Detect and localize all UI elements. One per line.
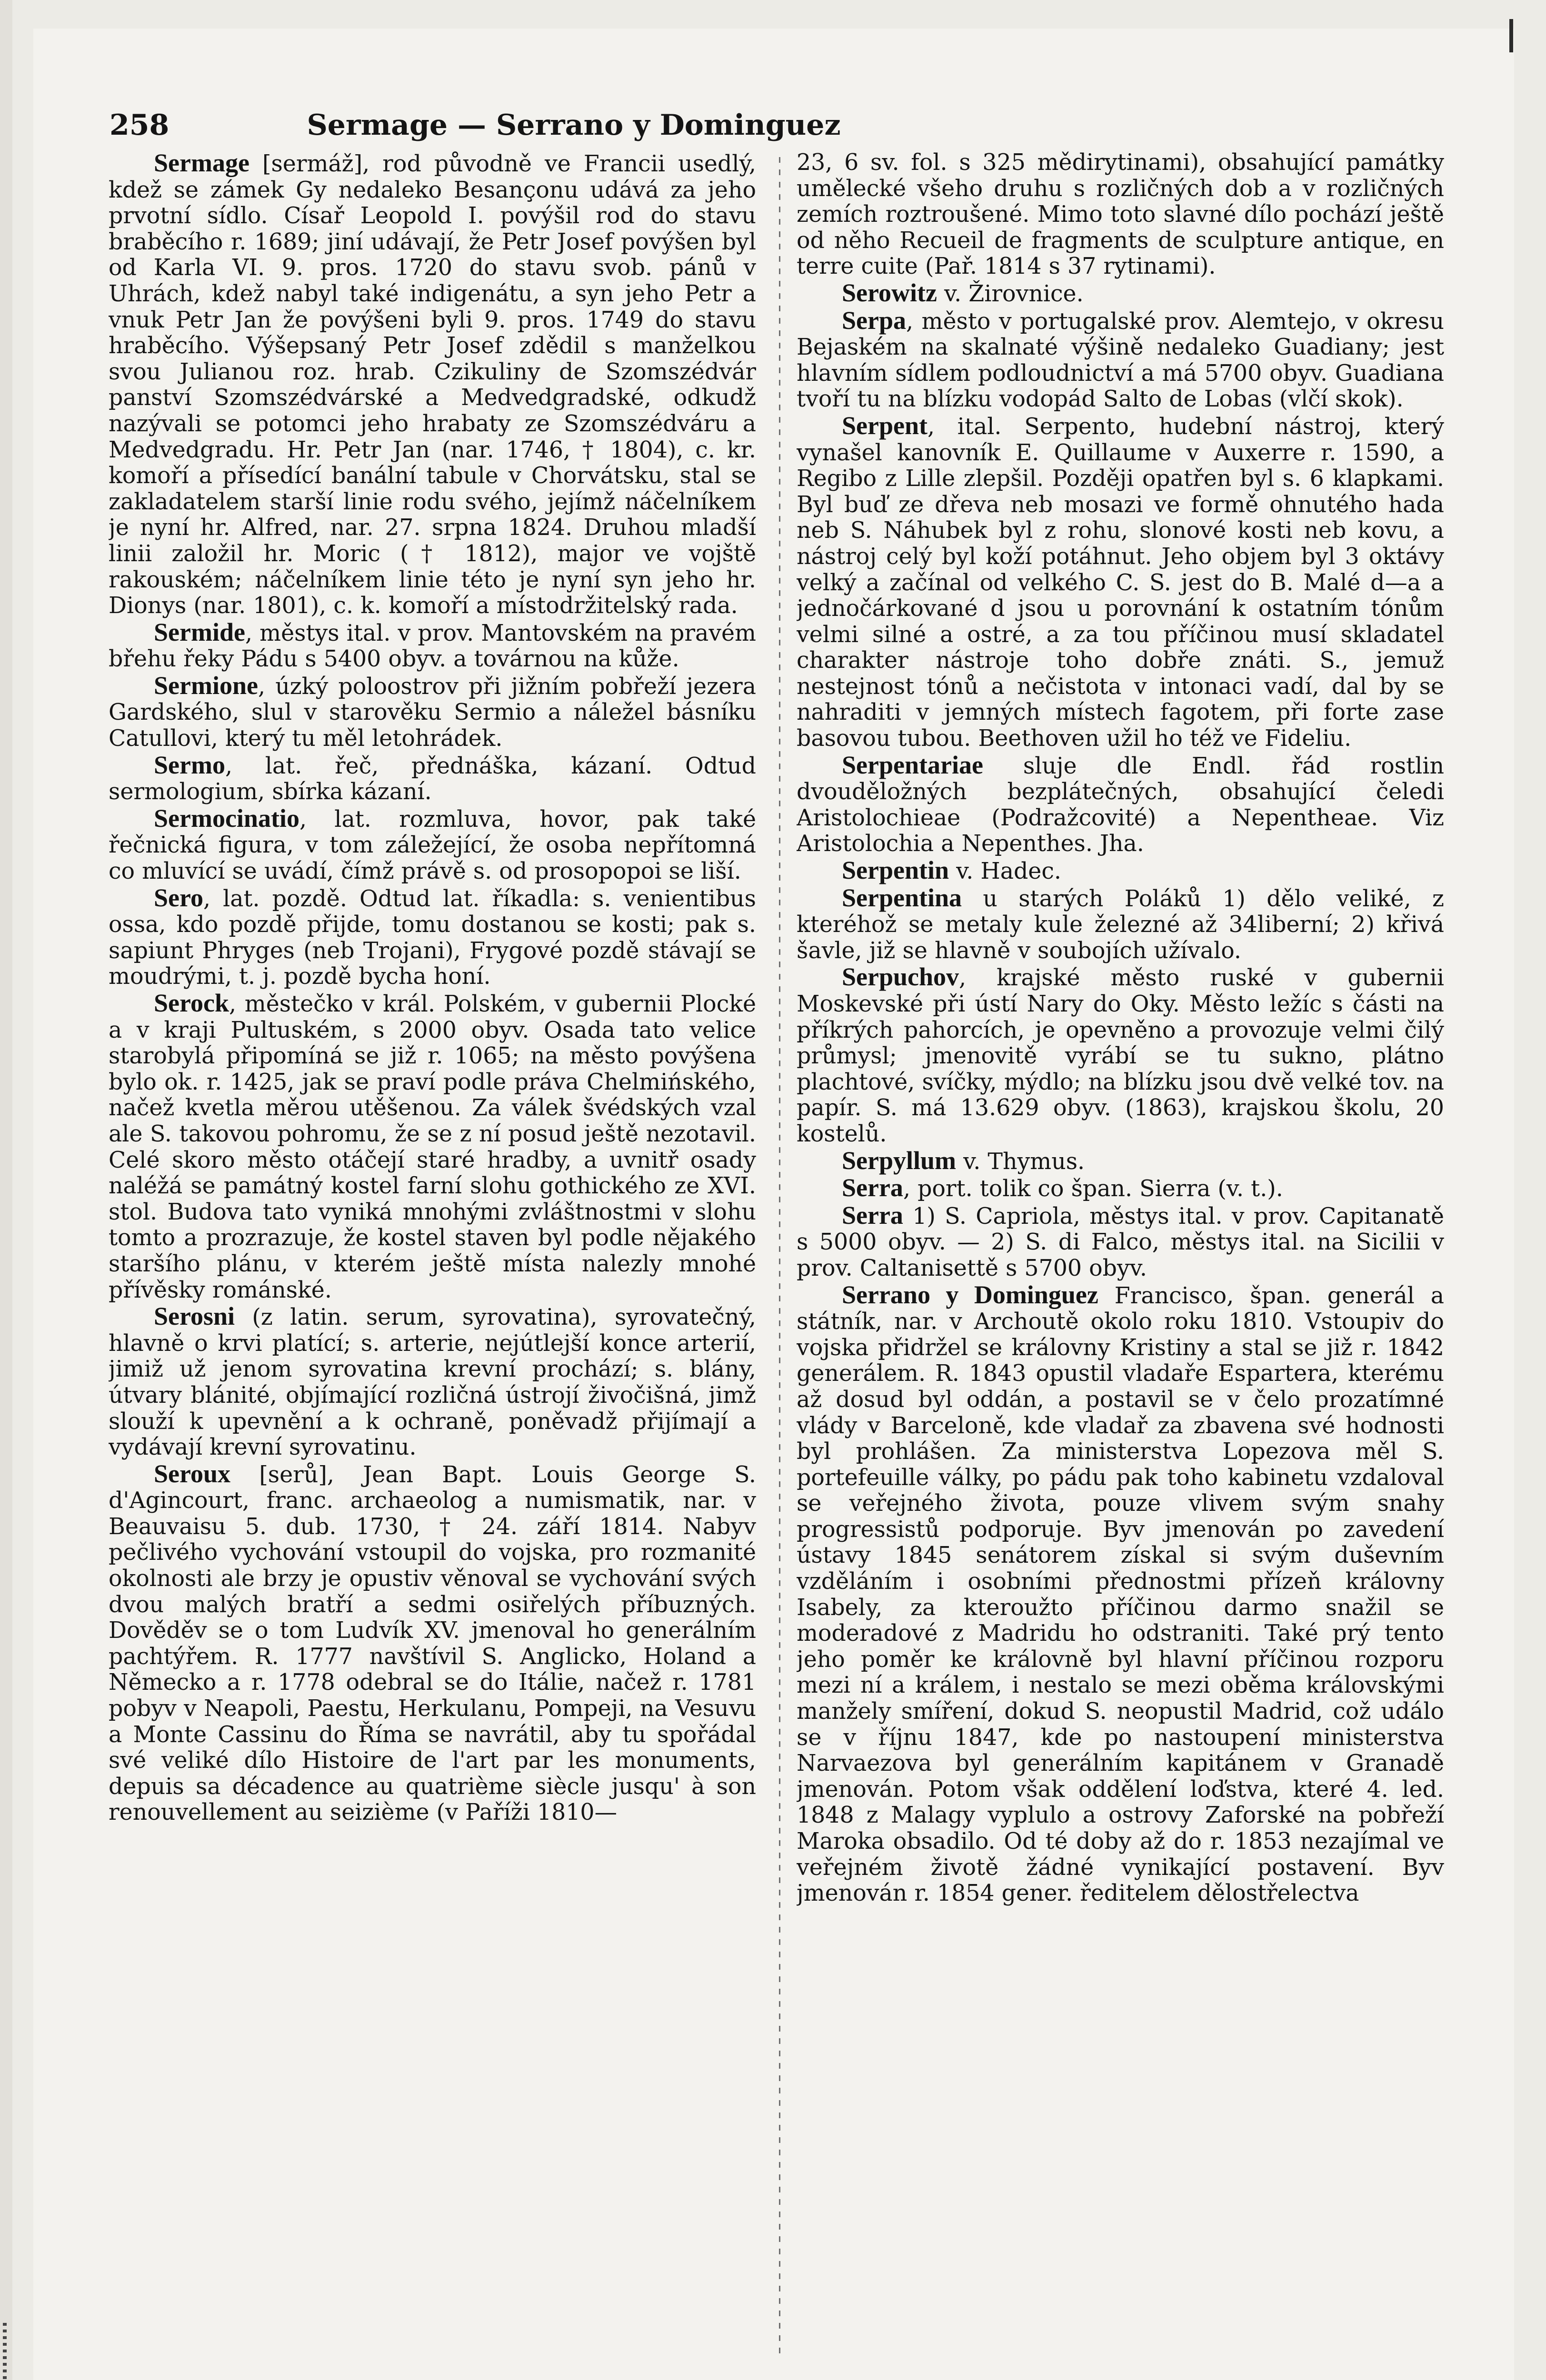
dictionary-entry xyxy=(109,1303,756,1461)
dictionary-entry xyxy=(797,1148,1444,1175)
entry-headword: Sermage xyxy=(154,150,249,177)
page-number: 258 xyxy=(110,109,170,142)
edge-dot-marks xyxy=(3,2323,7,2380)
entry-headword: Serpyllum xyxy=(842,1146,957,1175)
entry-headword: Serock xyxy=(154,989,229,1017)
entry-text: , městečko v král. Polském, v gubernii Plocké a v kraji Pultuském, s 2000 obyv. Osada tato velice starobylá připomíná se již r. 1065; na město povýšena bylo ok. r. 1425, jak se praví podle práva Chelmińského, načež kvetla měrou utěšenou. Za válek švédských vzal ale S. takovou pohromu, že se z ní posud ještě nezotavil. Celé skoro město otáčejí staré hradby, a uvnitř osady naléžá se památný kostel farní slohu gothického ze XVI. stol. Budova tato vyniká mnohými zvláštnostmi v slohu tomto a prozrazuje, že kostel staven byl podle nějakého staršího plánu, v kterém ještě místa nalezly mnohé přívěsky románské. xyxy=(109,991,756,1303)
entry-text: Francisco, špan. generál a státník, nar. v Archoutě okolo roku 1810. Vstoupiv do vojska přidržel se královny Kristiny a stal se již r. 1842 generálem. R. 1843 opustil vladaře Espartera, kterému až dosud byl oddán, a postavil se v čelo prozatímné vlády v Barceloně, kde vladař za zbavena své hodnosti byl prohlášen. Za ministerstva Lopezova měl S. portefeuille války, po pádu pak toho kabinetu vzdaloval se veřejného života, pouze vlivem svým snahy progressistů podporuje. Byv jmenován po zavedení ústavy 1845 senátorem získal si svým duševním vzděláním i osobními přednostmi přízeň královny Isabely, za kteroužto příčinou darmo snažil se moderadové z Madridu ho odstraniti. Také prý tento jeho poměr ke královně byl hlavní příčinou rozporu mezi ní a králem, i nestalo se mezi oběma královskými manžely smíření, dokud S. neopustil Madrid, což událo se v říjnu 1847, kde po nastoupení ministerstva Narvaezova byl generálním kapitánem v Granadě jmenován. Potom však oddělení loďstva, které 4. led. 1848 z Malagy vyplulo a ostrovy Zaforské na pobřeží Maroka obsadilo. Od té doby až do r. 1853 nezajímal ve veřejném životě žádné vynikající postavení. Byv jmenován r. 1854 gener. ředitelem dělostřelectva xyxy=(797,1282,1444,1907)
entry-text: , městys ital. v prov. Mantovském na pravém břehu řeky Pádu s 5400 obyv. a továrnou na kůže. xyxy=(109,620,756,673)
dictionary-entry xyxy=(109,150,756,619)
dictionary-entry xyxy=(797,413,1444,752)
entry-text: v. Thymus. xyxy=(956,1148,1085,1175)
entry-headword: Serpentariae xyxy=(842,750,983,779)
entry-text: v. Žirovnice. xyxy=(937,280,1084,307)
dictionary-entry xyxy=(109,885,756,990)
entry-headword: Serpent xyxy=(842,411,928,440)
entry-headword: Serosni xyxy=(154,1302,235,1331)
entry-text: [serů], Jean Bapt. Louis George S. d'Agincourt, franc. archaeolog a numismatik, nar. v Beauvaisu 5. dub. 1730, † 24. září 1814. Nabyv pečlivého vychování vstoupil do vojska, pro rozmanité okolnosti ale brzy je opustiv věnoval se vychování svých dvou malých bratří a sedmi osiřelých příbuzných. Dověděv se o tom Ludvík XV. jmenoval ho generálním pachtýřem. R. 1777 navštívil S. Anglicko, Holand a Německo a r. 1778 odebral se do Itálie, načež r. 1781 pobyv v Neapoli, Paestu, Herkulanu, Pompeji, na Vesuvu a Monte Cassinu do Říma se navrátil, aby tu spořádal své veliké dílo Histoire de l'art par les monuments, depuis sa décadence au quatrième siècle jusqu' à son renouvellement au seizième (v Paříži 1810— xyxy=(109,1461,756,1826)
dictionary-entry xyxy=(797,1282,1444,1907)
entry-headword: Serpa xyxy=(842,306,906,335)
entry-text: , port. tolik co špan. Sierra (v. t.). xyxy=(903,1176,1283,1202)
entry-text: , ital. Serpento, hudební nástroj, který vynašel kanovník E. Quillaume v Auxerre r. 1590, a Regibo z Lille zlepšil. Později opatřen byl s. 6 klapkami. Byl buď ze dřeva neb mosazi ve formě ohnutého hada neb S. Náhubek byl z rohu, slonové kosti neb kovu, a nástroj celý byl koží potáhnut. Jeho objem byl 3 oktávy velký a začínal od velkého C. S. jest do B. Malé d—a a jednočárkované d jsou u porovnání k ostatním tónům velmi silné a ostré, a za tou příčinou musí skladatel charakter nástroje toho dobře znáti. S., jemuž nestejnost tónů a nečistota v intonaci vadí, dal by se nahraditi v jemných místech fagotem, při forte zase basovou tubou. Beethoven užil ho též ve Fideliu. xyxy=(797,413,1444,752)
book-spine-shadow xyxy=(0,0,12,2380)
entry-headword: Serowitz xyxy=(842,278,937,307)
page-header xyxy=(110,109,1038,147)
entry-headword: Sermide xyxy=(154,617,245,646)
entry-text: (z latin. serum, syrovatina), syrovatečný, hlavně o krvi platící; s. arterie, nejútlejší konce arterií, jimiž už jenom syrovatina krevní prochází; s. blány, útvary blánité, objímající rozličná ústrojí živočišná, jimž slouží k upevnění a k ochraně, poněvadž přijímají a vydávají krevní syrovatinu. xyxy=(109,1304,756,1461)
entry-text: , lat. pozdě. Odtud lat. říkadla: s. venientibus ossa, kdo pozdě přijde, tomu dostanou se kosti; pak s. sapiunt Phryges (neb Trojani), Frygové pozdě stávají se moudrými, t. j. pozdě bycha honí. xyxy=(109,885,756,990)
entry-text: , lat. rozmluva, hovor, pak také řečnická figura, v tom záležející, že osoba nepřítomná co mluvící se uvádí, čímž právě s. od prosopopoi se liší. xyxy=(109,806,756,885)
running-title: Sermage — Serrano y Dominguez xyxy=(307,109,841,142)
entry-text: , lat. řeč, přednáška, kázaní. Odtud sermologium, sbírka kázaní. xyxy=(109,753,756,805)
entry-headword: Serpuchov xyxy=(842,962,959,992)
dictionary-entry xyxy=(797,885,1444,964)
entry-text: , úzký poloostrov při jižním pobřeží jezera Gardského, slul v starověku Sermio a náležel básníku Catullovi, který tu měl letohrádek. xyxy=(109,673,756,752)
dictionary-entry xyxy=(797,307,1444,413)
dictionary-entry xyxy=(797,150,1444,280)
dictionary-entry xyxy=(797,1202,1444,1282)
entry-headword: Sermione xyxy=(154,671,258,700)
dictionary-entry xyxy=(797,857,1444,885)
dictionary-entry xyxy=(797,964,1444,1147)
column-divider xyxy=(779,157,780,2356)
entry-headword: Sermocinatio xyxy=(154,803,299,833)
edge-stamp-mark xyxy=(1509,19,1513,52)
entry-text: v. Hadec. xyxy=(949,858,1061,885)
entry-headword: Serrano y Dominguez xyxy=(842,1280,1098,1309)
entry-headword: Serra xyxy=(842,1200,903,1230)
entry-text: [sermáž], rod původně ve Francii usedlý, kdež se zámek Gy nedaleko Besançonu udává za jeho prvotní sídlo. Císař Leopold I. povýšil rod do stavu braběcího r. 1689; jiní udávají, že Petr Josef povýšen byl od Karla VI. 9. pros. 1720 do stavu svob. pánů v Uhrách, kdež nabyl také indigenátu, a syn jeho Petr a vnuk Petr Jan že povýšeni byli 9. pros. 1749 do stavu hraběcího. Výšepsaný Petr Josef zdědil s manželkou svou Julianou roz. hrab. Czikuliny de Szomszédvár panství Szomszédvárské a Medvedgradské, odkudž nazývali se potomci jeho hrabaty ze Szomszédváru a Medvedgradu. Hr. Petr Jan (nar. 1746, † 1804), c. kr. komoří a přísedící banální tabule v Chorvátsku, stal se zakladatelem starší linie rodu svého, jejímž náčelníkem je nyní hr. Alfred, nar. 27. srpna 1824. Druhou mladší linii založil hr. Moric († 1812), major ve vojště rakouském; náčelníkem linie této je nyní syn jeho hr. Dionys (nar. 1801), c. k. komoří a místodržitelský rada. xyxy=(109,151,756,619)
entry-text: , krajské město ruské v gubernii Moskevské při ústí Nary do Oky. Město ležíc s části na příkrých pahorcích, je opevněno a provozuje velmi čilý průmysl; jmenovitě vyrábí se tu sukno, plátno plachtové, svíčky, mýdlo; na blízku jsou dvě velké tov. na papír. S. má 13.629 obyv. (1863), krajskou školu, 20 kostelů. xyxy=(797,965,1444,1147)
dictionary-entry xyxy=(109,673,756,752)
dictionary-entry xyxy=(797,280,1444,307)
left-column xyxy=(109,150,756,2359)
dictionary-entry xyxy=(109,1461,756,1826)
dictionary-entry xyxy=(109,805,756,885)
entry-text: u starých Poláků 1) dělo veliké, z kteréhož se metaly kule železné až 34liberní; 2) křivá šavle, již se hlavně v soubojích užívalo. xyxy=(797,885,1444,964)
entry-text: sluje dle Endl. řád rostlin dvouděložných bezplátečných, obsahující čeledi Aristolochieae (Podražcovité) a Nepentheae. Viz Aristolochia a Nepenthes. Jha. xyxy=(797,753,1444,857)
entry-headword: Serpentina xyxy=(842,883,962,912)
entry-text: 23, 6 sv. fol. s 325 mědirytinami), obsahující památky umělecké všeho druhu s rozličných dob a v rozličných zemích roztroušené. Mimo toto slavné dílo pochází ještě od něho Recueil de fragments de sculpture antique, en terre cuite (Pař. 1814 s 37 rytinami). xyxy=(797,150,1444,280)
dictionary-entry xyxy=(797,1175,1444,1202)
entry-text: 1) S. Capriola, městys ital. v prov. Capitanatě s 5000 obyv. — 2) S. di Falco, městys ital. na Sicilii v prov. Caltanisettě s 5700 obyv. xyxy=(797,1203,1444,1281)
dictionary-entry xyxy=(109,752,756,805)
entry-headword: Serpentin xyxy=(842,856,949,885)
entry-headword: Seroux xyxy=(154,1459,231,1488)
dictionary-entry xyxy=(797,752,1444,857)
dictionary-entry xyxy=(109,619,756,673)
entry-headword: Sermo xyxy=(154,750,225,779)
right-column xyxy=(797,150,1444,2359)
entry-headword: Serra xyxy=(842,1173,903,1202)
entry-headword: Sero xyxy=(154,883,203,912)
dictionary-entry xyxy=(109,990,756,1303)
entry-text: , město v portugalské prov. Alemtejo, v okresu Bejaském na skalnaté výšině nedaleko Guadiany; jest hlavním sídlem podloudnictví a má 5700 obyv. Guadiana tvoří tu na blízku vodopád Salto de Lobas (vlčí skok). xyxy=(797,308,1444,413)
